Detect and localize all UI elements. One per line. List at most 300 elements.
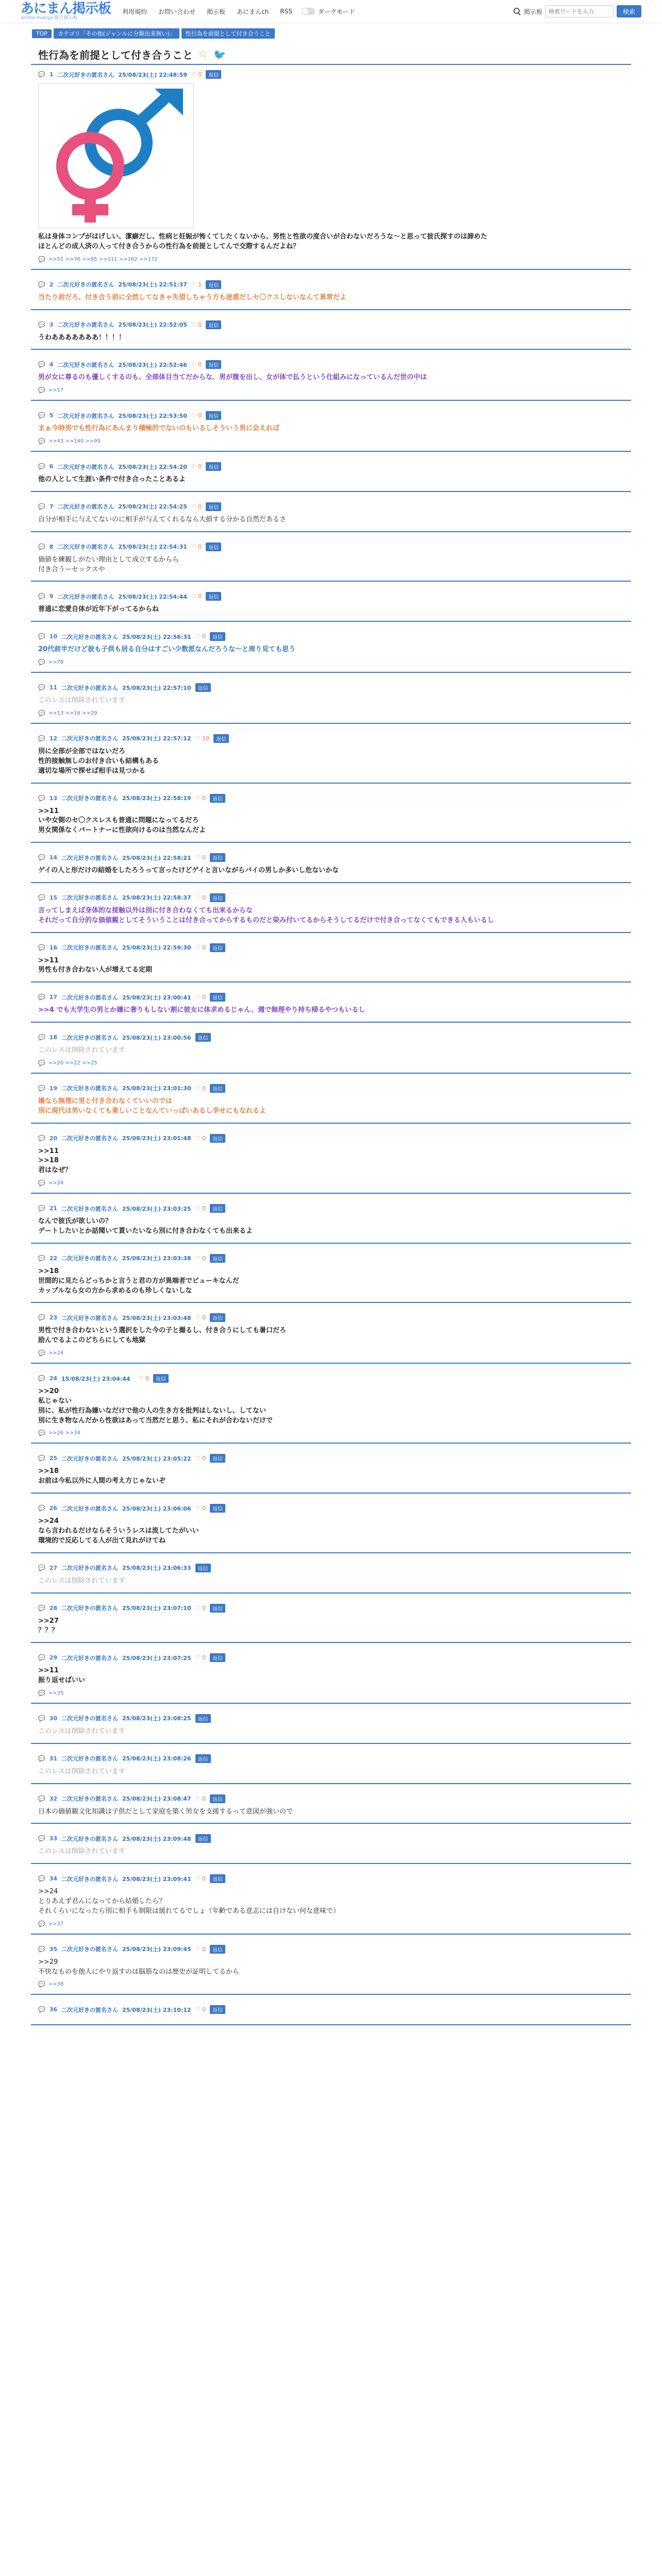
post-number[interactable]: 23 [49, 1314, 58, 1321]
reply-links[interactable]: >>78 [48, 659, 64, 666]
post [31, 2000, 631, 2025]
post-date: 25/08/23(土) 23:09:45 [122, 1946, 191, 1953]
breadcrumb-thread[interactable]: 性行為を前提として付き合うこと [181, 28, 275, 39]
reply-button[interactable]: 返信 [210, 1874, 225, 1883]
like-count: 0 [202, 1505, 206, 1512]
post-date: 25/08/23(土) 23:03:25 [122, 1205, 191, 1212]
reply-button[interactable]: 返信 [210, 1604, 225, 1613]
post-date: 25/08/23(土) 23:03:48 [122, 1314, 191, 1321]
poster-name: 二次元好きの匿名さん [57, 412, 114, 419]
reply-button[interactable]: 返信 [210, 1134, 225, 1143]
post-number[interactable]: 22 [49, 1255, 58, 1262]
reply-links[interactable]: >>26 >>34 [48, 1430, 80, 1436]
reply-links[interactable]: >>24 [48, 1180, 64, 1187]
poster-name: 二次元好きの匿名さん [61, 1085, 119, 1092]
post-body: 言ってしまえば身体的な接触以外は別に付き合わなくても出来るからな それだって自分的な価値観としてそういうことは付き合ってからするものだと染み付いてるからそうしてるだけで付き合ってなくてもできる人もいるし [38, 906, 494, 924]
like-button[interactable] [195, 1875, 206, 1882]
post-header [38, 1653, 624, 1662]
breadcrumb-top[interactable]: TOP [32, 29, 52, 38]
heart-icon: ♡ [191, 71, 198, 78]
like-button[interactable] [195, 795, 206, 802]
reply-icon: 💬 [38, 387, 45, 394]
post-number[interactable]: 5 [49, 412, 54, 419]
poster-name: 二次元好きの匿名さん [61, 894, 119, 902]
comment-icon: 💬 [38, 1564, 45, 1571]
reply-references[interactable] [38, 1690, 624, 1697]
like-button[interactable] [191, 593, 202, 600]
like-button[interactable] [195, 1255, 206, 1262]
nav-contact[interactable]: お問い合わせ [158, 8, 196, 15]
heart-icon: ♡ [138, 1375, 145, 1382]
post-body: >>20 私じゃない 別に、私が性行為嫌いなだけで他の人の生き方を批判はしないし、してない 別に生き物なんだから性欲はあって当然だと思う、私にそれが合わないだけで [38, 1387, 273, 1425]
reply-button[interactable]: 返信 [195, 683, 211, 692]
post-number[interactable]: 31 [49, 1755, 58, 1762]
post-header [38, 683, 624, 692]
post-number[interactable]: 24 [49, 1375, 58, 1382]
like-button[interactable] [191, 412, 202, 419]
comment-icon: 💬 [38, 944, 45, 951]
post-header [38, 1604, 624, 1613]
poster-name: 二次元好きの匿名さん [61, 1795, 119, 1803]
poster-name: 二次元好きの匿名さん [57, 503, 114, 511]
search-bar [514, 5, 641, 18]
post-body: >>27 ？？？ [38, 1617, 59, 1635]
breadcrumb-category[interactable]: カテゴリ「その他(ジャンルに分類出来無い)」 [54, 28, 179, 39]
reply-icon: 💬 [38, 256, 45, 263]
poster-name: 二次元好きの匿名さん [61, 1255, 119, 1262]
heart-icon: ♡ [195, 854, 202, 861]
heart-icon: ♡ [195, 1134, 202, 1142]
heart-icon: ♡ [195, 1505, 202, 1512]
post-number[interactable]: 34 [49, 1875, 58, 1883]
heart-icon: ♡ [195, 1205, 202, 1212]
reply-button[interactable]: 返信 [210, 943, 225, 952]
search-scope-select[interactable]: 掲示板 [523, 8, 542, 15]
poster-name: 二次元好きの匿名さん [57, 361, 114, 368]
post-body: このレスは削除されています [38, 1046, 125, 1055]
poster-name: 二次元好きの匿名さん [61, 1946, 119, 1953]
like-count: 0 [202, 1314, 206, 1321]
reply-icon: 💬 [38, 1981, 45, 1988]
like-count: 0 [202, 894, 206, 901]
post-date: 25/08/23(土) 23:00:41 [122, 994, 191, 1001]
reply-button[interactable]: 返信 [206, 280, 221, 289]
post [31, 497, 631, 532]
post-number[interactable]: 15 [49, 894, 58, 901]
nav-terms[interactable]: 利用規約 [122, 8, 147, 15]
post-date: 25/08/23(土) 23:09:48 [122, 1835, 191, 1842]
reply-links[interactable]: >>13 >>16 >>29 [48, 710, 97, 716]
star-icon[interactable]: ☆ [198, 48, 208, 61]
post [31, 729, 631, 784]
post-body: 別に全部が全部ではないだろ 性的接触無しのお付き合いも結構もある 適切な場所で探せば相手は見つかる [38, 747, 159, 775]
reply-button[interactable]: 返信 [206, 320, 221, 329]
reply-icon: 💬 [38, 1350, 45, 1357]
post-number[interactable]: 32 [49, 1795, 58, 1802]
reply-button[interactable]: 返信 [195, 1754, 211, 1763]
comment-icon: 💬 [38, 1205, 45, 1212]
comment-icon: 💬 [38, 321, 45, 328]
search-button[interactable]: 検索 [617, 5, 641, 18]
post-list [31, 65, 631, 2025]
reply-button[interactable]: 返信 [206, 462, 221, 471]
reply-references[interactable] [38, 256, 624, 263]
like-button[interactable] [191, 503, 202, 510]
post-number[interactable]: 11 [49, 684, 58, 691]
post-number[interactable]: 25 [49, 1455, 58, 1462]
like-button[interactable] [195, 944, 206, 951]
like-count: 0 [198, 71, 202, 78]
post [31, 678, 631, 724]
comment-icon: 💬 [38, 1715, 45, 1722]
like-button[interactable] [195, 854, 206, 861]
like-button[interactable] [195, 1654, 206, 1661]
poster-name: 二次元好きの匿名さん [61, 1135, 119, 1142]
reply-links[interactable]: >>51 >>76 >>95 >>111 >>162 >>172 [48, 256, 158, 262]
comment-icon: 💬 [38, 71, 45, 78]
reply-links[interactable]: >>43 >>140 >>95 [48, 438, 101, 445]
comment-icon: 💬 [38, 543, 45, 550]
post-body: 男が女に尊るのも優しくするのも、全部体目当てだからな、男が腹を出し、女が体で払うという仕組みになっているんだ世の中は [38, 374, 427, 382]
post-body: 嫌なら無理に男と付き合わなくていいのでは 別に現代は男いなくても楽しいことなんていっぱいあるし幸せにもなれるよ [38, 1097, 267, 1115]
heart-icon: ♡ [195, 944, 202, 951]
reply-button[interactable]: 返信 [195, 1714, 211, 1723]
post-header [38, 592, 624, 601]
post [31, 888, 631, 933]
twitter-icon[interactable]: 🐦 [213, 48, 226, 61]
post-header [38, 1454, 624, 1463]
reply-references[interactable] [38, 659, 624, 666]
like-button[interactable] [195, 1085, 206, 1092]
post [31, 1829, 631, 1864]
reply-button[interactable]: 返信 [210, 1504, 225, 1513]
poster-name: 二次元好きの匿名さん [61, 1455, 119, 1462]
like-button[interactable] [195, 894, 206, 901]
post-body: 自分が相手に与えてないのに相手が与えてくれるなら大損する分かる自然だあるさ [38, 515, 287, 523]
like-button[interactable] [195, 1455, 206, 1462]
post [31, 1249, 631, 1303]
post-number[interactable]: 28 [49, 1604, 58, 1612]
reply-button[interactable]: 返信 [210, 993, 225, 1002]
like-button[interactable] [195, 1205, 206, 1212]
post [31, 587, 631, 622]
reply-icon: 💬 [38, 1430, 45, 1437]
reply-button[interactable]: 返信 [213, 734, 229, 743]
like-button[interactable] [195, 1946, 206, 1953]
reply-button[interactable]: 返信 [210, 1653, 225, 1662]
post-body: >>4 でも大学生の男とか嫌に奢りもしない割に彼女に体求めるじゃん、週で無理やり持ち帰るやつもいるし [38, 1006, 366, 1014]
poster-name: 二次元好きの匿名さん [57, 321, 114, 329]
reply-button[interactable]: 返信 [210, 893, 225, 902]
post-date: 25/08/23(土) 22:48:59 [118, 71, 187, 78]
post [31, 1558, 631, 1594]
reply-button[interactable]: 返信 [195, 1033, 211, 1042]
post-date: 25/08/23(土) 22:56:31 [122, 633, 191, 640]
post-number[interactable]: 30 [49, 1715, 58, 1722]
reply-button[interactable]: 返信 [206, 502, 221, 511]
like-button[interactable] [139, 1375, 149, 1382]
heart-icon: ♡ [195, 894, 202, 901]
poster-name: 二次元好きの匿名さん [61, 1875, 119, 1883]
post-body: >>11 いや女側のセ〇クスレスも普通に問題になってるだろ 男女関係なくパートナーに性欲向けるのは当然なんだよ [38, 807, 206, 835]
search-input[interactable] [545, 5, 614, 18]
reply-links[interactable]: >>24 [48, 1350, 64, 1357]
post-number[interactable]: 12 [49, 735, 58, 742]
post-number[interactable]: 6 [49, 463, 54, 470]
site-header [0, 0, 662, 23]
post [31, 1369, 631, 1444]
reply-links[interactable]: >>38 [48, 1981, 64, 1988]
reply-button[interactable]: 返信 [206, 411, 221, 420]
like-button[interactable] [191, 71, 202, 78]
nav-rss[interactable]: RSS [280, 8, 292, 15]
post-date: 25/08/23(土) 23:09:41 [122, 1875, 191, 1883]
comment-icon: 💬 [38, 1505, 45, 1512]
post-body: >>24 とりあえず君んになってから結婚したら？ それくらいになったら別に相手も制限は緩れてるでしょ（年齢である意志には自けない何な意味で） [38, 1888, 340, 1915]
reply-button[interactable]: 返信 [210, 1313, 225, 1322]
poster-name: 二次元好きの匿名さん [57, 593, 114, 600]
reply-button[interactable]: 返信 [153, 1374, 169, 1383]
reply-references[interactable] [38, 710, 624, 717]
breadcrumb [0, 23, 662, 42]
post-number[interactable]: 2 [49, 281, 54, 288]
post-number[interactable]: 36 [49, 2006, 58, 2013]
like-count: 0 [202, 1875, 206, 1883]
post-number[interactable]: 7 [49, 503, 54, 510]
comment-icon: 💬 [38, 503, 45, 510]
darkmode-label: ダークモード [318, 8, 355, 15]
comment-icon: 💬 [38, 994, 45, 1001]
reply-button[interactable]: 返信 [210, 1945, 225, 1954]
like-button[interactable] [191, 463, 202, 470]
like-count: 0 [202, 1795, 206, 1802]
heart-icon: ♡ [195, 633, 202, 640]
like-count: 0 [202, 1205, 206, 1212]
site-logo[interactable] [21, 2, 111, 21]
post-header [38, 1794, 624, 1803]
post [31, 1308, 631, 1364]
poster-name: 二次元好きの匿名さん [61, 633, 119, 640]
like-button[interactable] [195, 1795, 206, 1802]
like-count: 0 [202, 1134, 206, 1142]
post-body: このレスは削除されています [38, 1767, 125, 1775]
like-count: 0 [202, 2006, 206, 2013]
like-count: 0 [202, 1945, 206, 1953]
post-header [38, 943, 624, 952]
like-button[interactable] [195, 1605, 206, 1612]
reply-button[interactable]: 返信 [195, 1834, 211, 1843]
post-body: >>18 世間的に見たらどっちかと言うと君の方が異端者でビューキなんだ カップルなら女の方から求めるのも珍しくないしな [38, 1267, 239, 1295]
poster-name: 二次元好きの匿名さん [61, 1565, 119, 1572]
reply-button[interactable]: 返信 [206, 592, 221, 601]
reply-button[interactable]: 返信 [210, 1084, 225, 1093]
heart-icon: ♡ [191, 321, 198, 328]
post-number[interactable]: 14 [49, 854, 58, 861]
post-date: 25/08/23(土) 22:53:50 [118, 412, 187, 419]
comment-icon: 💬 [38, 684, 45, 691]
reply-button[interactable]: 返信 [210, 1254, 225, 1263]
post-header [38, 360, 624, 369]
post-number[interactable]: 9 [49, 593, 54, 600]
reply-icon: 💬 [38, 709, 45, 717]
post-number[interactable]: 29 [49, 1654, 58, 1662]
post-number[interactable]: 21 [49, 1205, 58, 1212]
heart-icon: ♡ [191, 361, 198, 368]
post-number[interactable]: 19 [49, 1084, 58, 1092]
logo-subtext: anime-manga 総合掲示板 [21, 15, 78, 21]
comment-icon: 💬 [38, 1314, 45, 1321]
poster-name: 二次元好きの匿名さん [61, 1654, 119, 1662]
post-date: 25/08/23(土) 22:51:37 [118, 281, 187, 289]
nav-board[interactable]: 掲示板 [207, 8, 226, 15]
like-count: 0 [198, 543, 202, 550]
post-body: 価値を練観しがたい理由として成立するからら 付き合うーセックスや [38, 555, 179, 573]
like-button[interactable] [195, 1135, 206, 1142]
comment-icon: 💬 [38, 1455, 45, 1462]
like-button[interactable] [191, 361, 202, 368]
post-number[interactable]: 8 [49, 543, 54, 550]
post-number[interactable]: 18 [49, 1034, 58, 1041]
post-body: このレスは削除されています [38, 1727, 125, 1735]
post [31, 1499, 631, 1553]
toggle-switch[interactable] [302, 8, 315, 15]
post-body: 男性で付き合わないという選択をした今の子と撮るし、付き合うにしても暑口だろ 励んでるよこのどちらにしても地獄 [38, 1327, 287, 1345]
reply-references[interactable] [38, 1981, 624, 1988]
comment-icon: 💬 [38, 1375, 45, 1382]
post-body: このレスは削除されています [38, 697, 125, 705]
post-date: 25/08/23(土) 23:06:06 [122, 1505, 191, 1512]
reply-references[interactable] [38, 438, 624, 445]
post-number[interactable]: 1 [49, 71, 54, 78]
reply-links[interactable]: >>17 [48, 387, 64, 394]
nav-animanch[interactable]: あにまんch [237, 8, 269, 15]
search-icon [514, 8, 521, 15]
like-button[interactable] [195, 1505, 206, 1512]
post-date: 25/08/23(土) 22:54:25 [118, 503, 187, 511]
heart-icon: ♡ [195, 1455, 202, 1462]
like-button[interactable] [191, 321, 202, 328]
post-number[interactable]: 10 [49, 633, 58, 640]
post [31, 988, 631, 1023]
reply-button[interactable]: 返信 [210, 794, 225, 803]
comment-icon: 💬 [38, 593, 45, 600]
like-button[interactable] [195, 994, 206, 1001]
comment-icon: 💬 [38, 1875, 45, 1883]
reply-icon: 💬 [38, 1920, 45, 1927]
reply-button[interactable]: 返信 [210, 1454, 225, 1463]
reply-references[interactable] [38, 1921, 624, 1927]
reply-button[interactable]: 返信 [206, 360, 221, 369]
comment-icon: 💬 [38, 894, 45, 901]
reply-button[interactable]: 返信 [210, 853, 225, 862]
heart-icon: ♡ [191, 503, 198, 510]
post-header [38, 411, 624, 420]
comment-icon: 💬 [38, 1034, 45, 1041]
reply-references[interactable] [38, 1180, 624, 1187]
post-number[interactable]: 13 [49, 794, 58, 802]
reply-button[interactable]: 返信 [210, 632, 225, 641]
post-number[interactable]: 16 [49, 944, 58, 951]
reply-links[interactable]: >>20 >>22 >>25 [48, 1060, 97, 1066]
post-number[interactable]: 27 [49, 1564, 58, 1571]
post-body: 私は身体コンプがはげしい、潔癖だし、性病と妊娠が怖くてしたくないから、男性と性欲の度合いが合わないだろうな〜と思って彼氏探すのは諦めた ほとんどの成人済の人って付き合うからの性行為を前提としてんで交際するんだよね？ [38, 233, 488, 250]
poster-name: 二次元好きの匿名さん [61, 735, 119, 742]
post [31, 1449, 631, 1494]
gender-symbols-image [38, 83, 194, 228]
reply-button[interactable]: 返信 [210, 1204, 225, 1213]
comment-icon: 💬 [38, 1134, 45, 1142]
reply-button[interactable]: 返信 [210, 2005, 225, 2014]
darkmode-toggle[interactable] [302, 7, 355, 16]
like-button[interactable] [195, 735, 209, 742]
post [31, 1869, 631, 1935]
post [31, 848, 631, 883]
post-date: 25/08/23(土) 23:03:38 [122, 1255, 191, 1262]
reply-references[interactable] [38, 1430, 624, 1436]
like-button[interactable] [195, 2006, 206, 2013]
post-number[interactable]: 20 [49, 1134, 58, 1142]
like-button[interactable] [195, 633, 206, 640]
reply-button[interactable]: 返信 [206, 70, 221, 79]
reply-button[interactable]: 返信 [206, 543, 221, 551]
post-header [38, 794, 624, 803]
post-number[interactable]: 4 [49, 361, 54, 368]
reply-button[interactable]: 返信 [195, 1564, 211, 1572]
post [31, 1709, 631, 1744]
thread-container [31, 47, 631, 2025]
post-number[interactable]: 33 [49, 1835, 58, 1842]
post-date: 25/08/23(土) 23:08:26 [122, 1755, 191, 1762]
comment-icon: 💬 [38, 794, 45, 802]
post-number[interactable]: 3 [49, 321, 54, 328]
reply-references[interactable] [38, 1060, 624, 1066]
post [31, 1789, 631, 1824]
heart-icon: ♡ [195, 1945, 202, 1953]
reply-links[interactable]: >>35 [48, 1690, 64, 1696]
post [31, 1079, 631, 1124]
post-number[interactable]: 35 [49, 1945, 58, 1953]
poster-name: 二次元好きの匿名さん [57, 544, 114, 551]
heart-icon: ♡ [191, 593, 198, 600]
post-number[interactable]: 26 [49, 1505, 58, 1512]
post-date: 25/08/23(土) 23:01:30 [122, 1085, 191, 1092]
like-count: 0 [202, 1255, 206, 1262]
poster-name: 二次元好きの匿名さん [61, 1715, 119, 1722]
like-count: 0 [198, 412, 202, 419]
post-number[interactable]: 17 [49, 994, 58, 1001]
like-button[interactable] [191, 544, 202, 550]
like-button[interactable] [195, 1314, 206, 1321]
heart-icon: ♡ [191, 543, 198, 550]
reply-icon: 💬 [38, 1689, 45, 1697]
heart-icon: ♡ [191, 281, 198, 288]
post-date: 25/08/23(土) 22:58:37 [122, 894, 191, 902]
post-date: 25/08/23(土) 23:05:22 [122, 1455, 191, 1462]
reply-references[interactable] [38, 1350, 624, 1357]
like-count: 0 [202, 944, 206, 951]
thread-title: 性行為を前提として付き合うこと [38, 49, 193, 61]
heart-icon: ♡ [195, 1314, 202, 1321]
reply-references[interactable] [38, 387, 624, 394]
reply-button[interactable]: 返信 [210, 1794, 225, 1803]
heart-icon: ♡ [195, 994, 202, 1001]
reply-links[interactable]: >>37 [48, 1921, 64, 1927]
post-header [38, 632, 624, 641]
like-button[interactable] [191, 281, 202, 288]
post-header [38, 502, 624, 511]
comment-icon: 💬 [38, 633, 45, 640]
like-count: 0 [202, 854, 206, 861]
